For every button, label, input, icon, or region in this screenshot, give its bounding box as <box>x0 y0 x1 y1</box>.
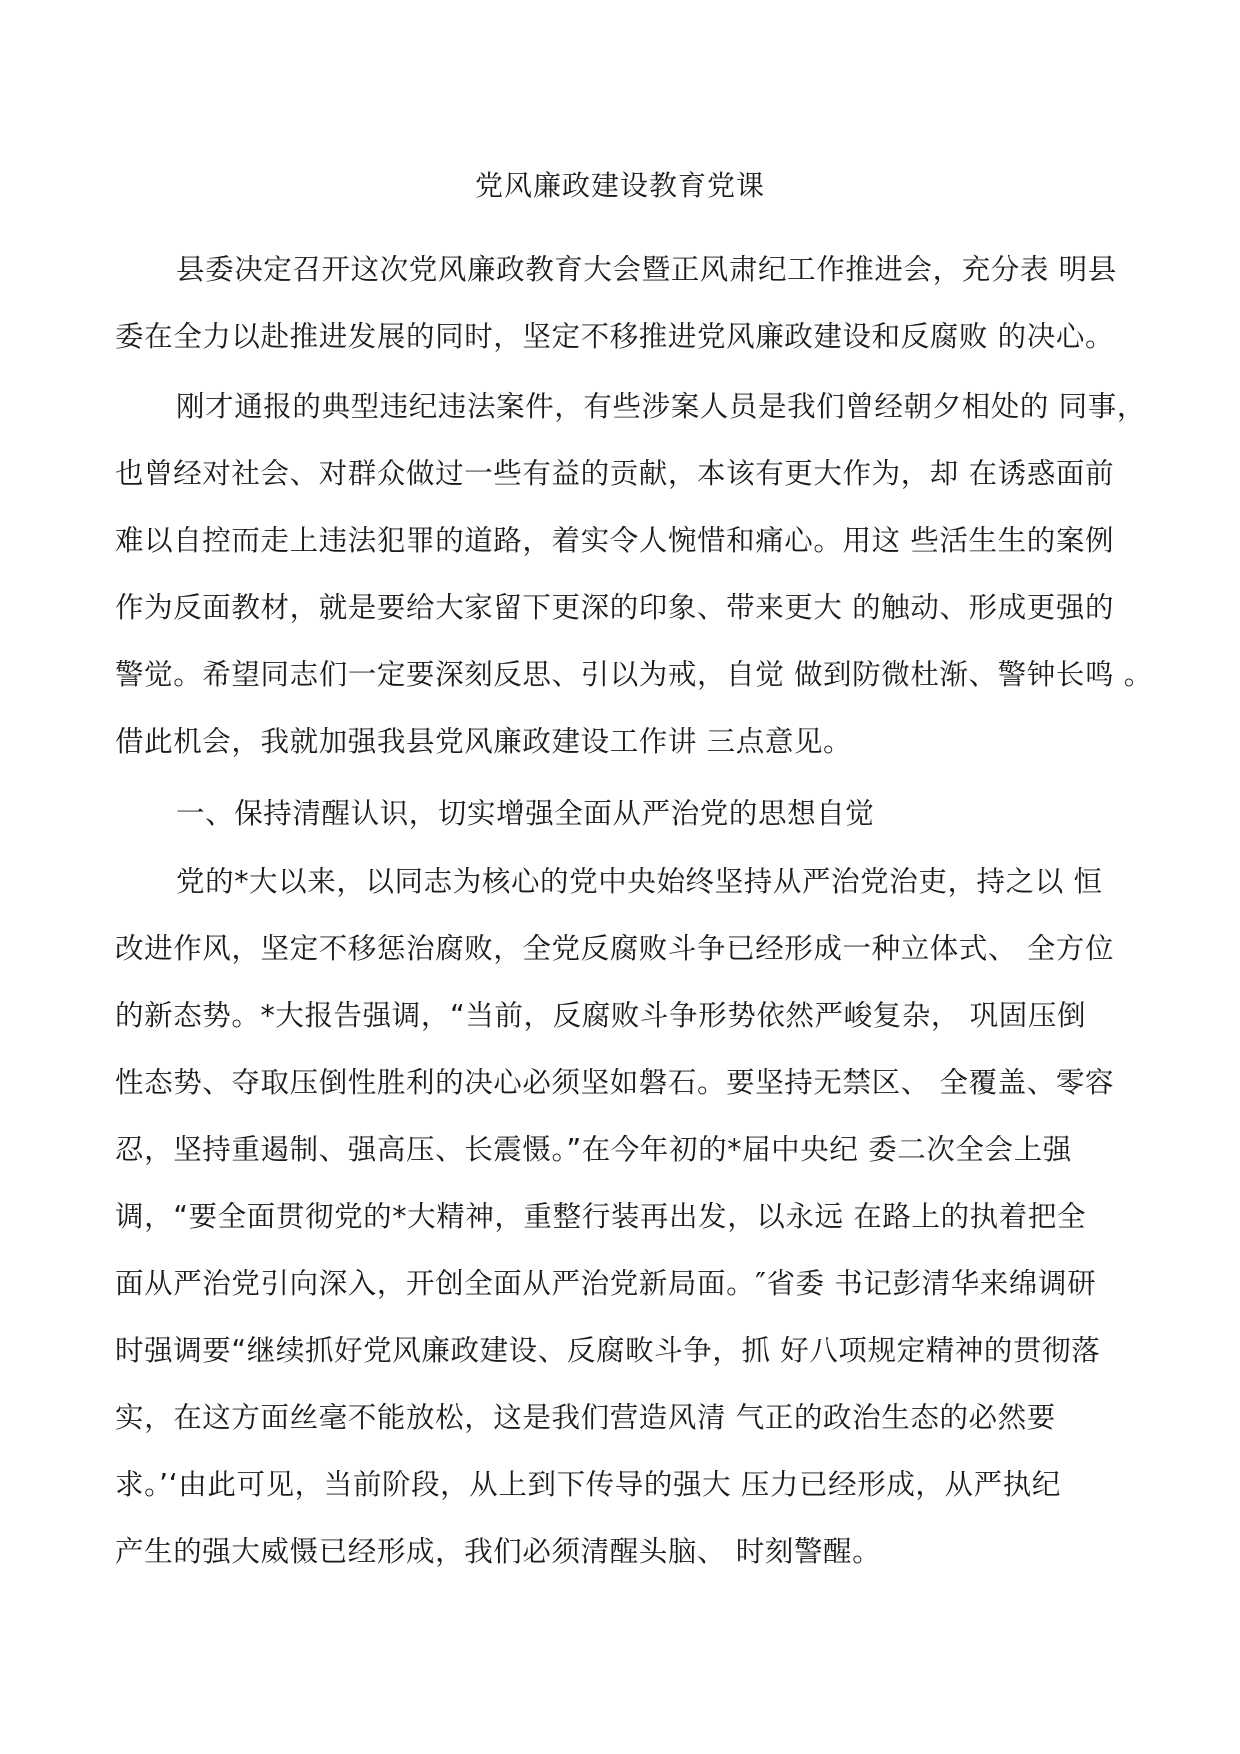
text-line: 刚才通报的典型违纪违法案件，有些涉案人员是我们曾经朝夕相处的 同事， <box>176 390 1146 423</box>
text-line: 警觉。希望同志们一定要深刻反思、引以为戒，自觉 做到防微杜渐、警钟长鸣 。 <box>115 658 1153 691</box>
paragraph-section-one <box>115 848 1145 1585</box>
text-line: 的新态势。*大报告强调，“当前，反腐败斗争形势依然严峻复杂， 巩固压倒 <box>115 999 1087 1032</box>
text-line: 性态势、夺取压倒性胜利的决心必须坚如磐石。要坚持无禁区、 全覆盖、零容 <box>115 1066 1115 1099</box>
text-line: 借此机会，我就加强我县党风廉政建设工作讲 三点意见。 <box>115 725 853 758</box>
text-line: 时强调要“继续抓好党风廉政建设、反腐畋斗争，抓 好八项规定精神的贯彻落 <box>115 1334 1101 1367</box>
document-title: 党风廉政建设教育党课 <box>474 169 765 202</box>
text-line: 忍，坚持重遏制、强高压、长震慑。”在今年初的*届中央纪 委二次全会上强 <box>115 1133 1072 1166</box>
text-line: 党的*大以来，以同志为核心的党中央始终坚持从严治党治吏，持之以 恒 <box>176 865 1103 898</box>
paragraph-cases <box>115 373 1153 775</box>
section-heading <box>115 780 1145 847</box>
text-line: 面从严治党引向深入，开创全面从严治党新局面。″省委 书记彭清华来绵调研 <box>115 1267 1097 1300</box>
text-line: 作为反面教材，就是要给大家留下更深的印象、带来更大 的触动、形成更强的 <box>115 591 1115 624</box>
text-line: 也曾经对社会、对群众做过一些有益的贡献，本该有更大作为，却 在诱惑面前 <box>115 457 1115 490</box>
paragraph-intro <box>115 236 1145 370</box>
text-line: 实，在这方面丝毫不能放松，这是我们营造风清 气正的政治生态的必然要 <box>115 1401 1056 1434</box>
text-line: 求。’‘由此可见，当前阶段，从上到下传导的强大 压力已经形成，从严执纪 <box>115 1468 1061 1501</box>
text-line: 县委决定召开这次党风廉政教育大会暨正风肃纪工作推进会，充分表 明县 <box>176 253 1117 286</box>
text-line: 改进作风，坚定不移惩治腐败，全党反腐败斗争已经形成一种立体式、 全方位 <box>115 932 1115 965</box>
text-line: 调，“要全面贯彻党的*大精神，重整行装再出发，以永远 在路上的执着把全 <box>115 1200 1087 1233</box>
text-line: 委在全力以赴推进发展的同时，坚定不移推进党风廉政建设和反腐败 的决心。 <box>115 320 1115 353</box>
heading-line: 一、保持清醒认识，切实增强全面从严治党的思想自觉 <box>176 797 875 830</box>
text-line: 产生的强大威慑已经形成，我们必须清醒头脑、 时刻警醒。 <box>115 1535 882 1568</box>
text-line: 难以自控而走上违法犯罪的道路，着实令人惋惜和痛心。用这 些活生生的案例 <box>115 524 1115 557</box>
